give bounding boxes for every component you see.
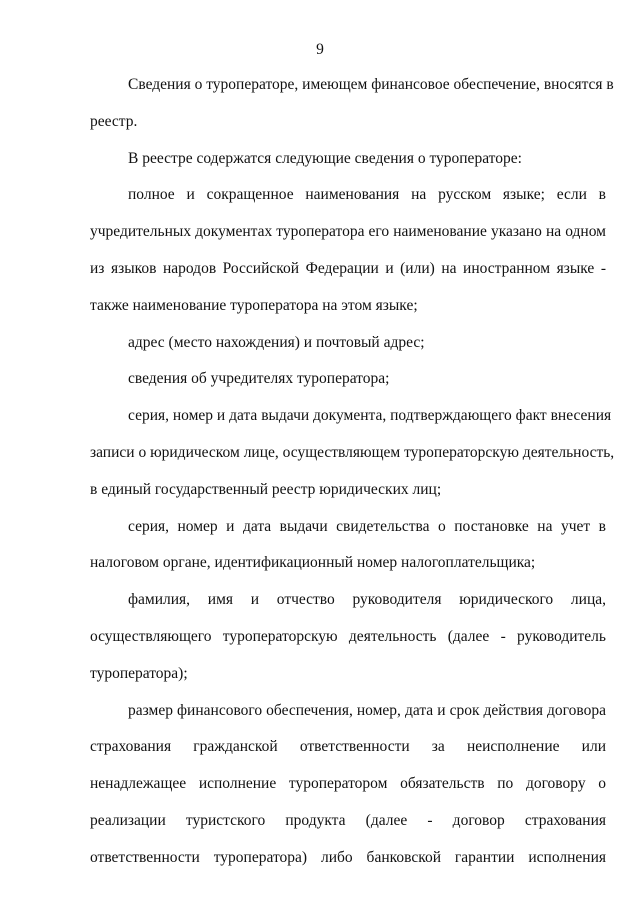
text-line: серия, номер и дата выдачи свидетельства о постановке на учет в <box>128 517 606 535</box>
document-body <box>90 74 615 884</box>
text-line: сведения об учредителях туроператора; <box>128 370 390 388</box>
text-line: ненадлежащее исполнение туроператором обязательств по договору о <box>90 775 606 793</box>
text-line: реализации туристского продукта (далее - договор страхования <box>90 811 606 829</box>
text-line: реестр. <box>90 112 138 130</box>
text-line: осуществляющего туроператорскую деятельность (далее - руководитель <box>90 627 606 645</box>
text-line: туроператора); <box>90 664 188 682</box>
text-line: учредительных документах туроператора его наименование указано на одном <box>90 223 606 241</box>
text-line: фамилия, имя и отчество руководителя юридического лица, <box>128 591 606 609</box>
text-line: записи о юридическом лице, осуществляющем туроператорскую деятельность, <box>90 443 615 461</box>
text-line: также наименование туроператора на этом языке; <box>90 296 418 314</box>
text-line: налоговом органе, идентификационный номер налогоплательщика; <box>90 554 536 572</box>
text-line: в единый государственный реестр юридических лиц; <box>90 480 442 498</box>
text-line: из языков народов Российской Федерации и (или) на иностранном языке - <box>90 259 606 277</box>
text-line: адрес (место нахождения) и почтовый адрес; <box>128 333 425 351</box>
page-number: 9 <box>316 41 324 58</box>
text-line: Сведения о туроператоре, имеющем финансовое обеспечение, вносятся в <box>128 76 614 93</box>
text-line: размер финансового обеспечения, номер, дата и срок действия договора <box>128 701 606 719</box>
text-line: В реестре содержатся следующие сведения о туроператоре: <box>128 149 522 167</box>
text-line: серия, номер и дата выдачи документа, подтверждающего факт внесения <box>128 407 612 425</box>
text-line: ответственности туроператора) либо банковской гарантии исполнения <box>90 848 606 866</box>
text-line: полное и сокращенное наименования на русском языке; если в <box>128 186 606 204</box>
text-line: страхования гражданской ответственности за неисполнение или <box>90 738 606 756</box>
